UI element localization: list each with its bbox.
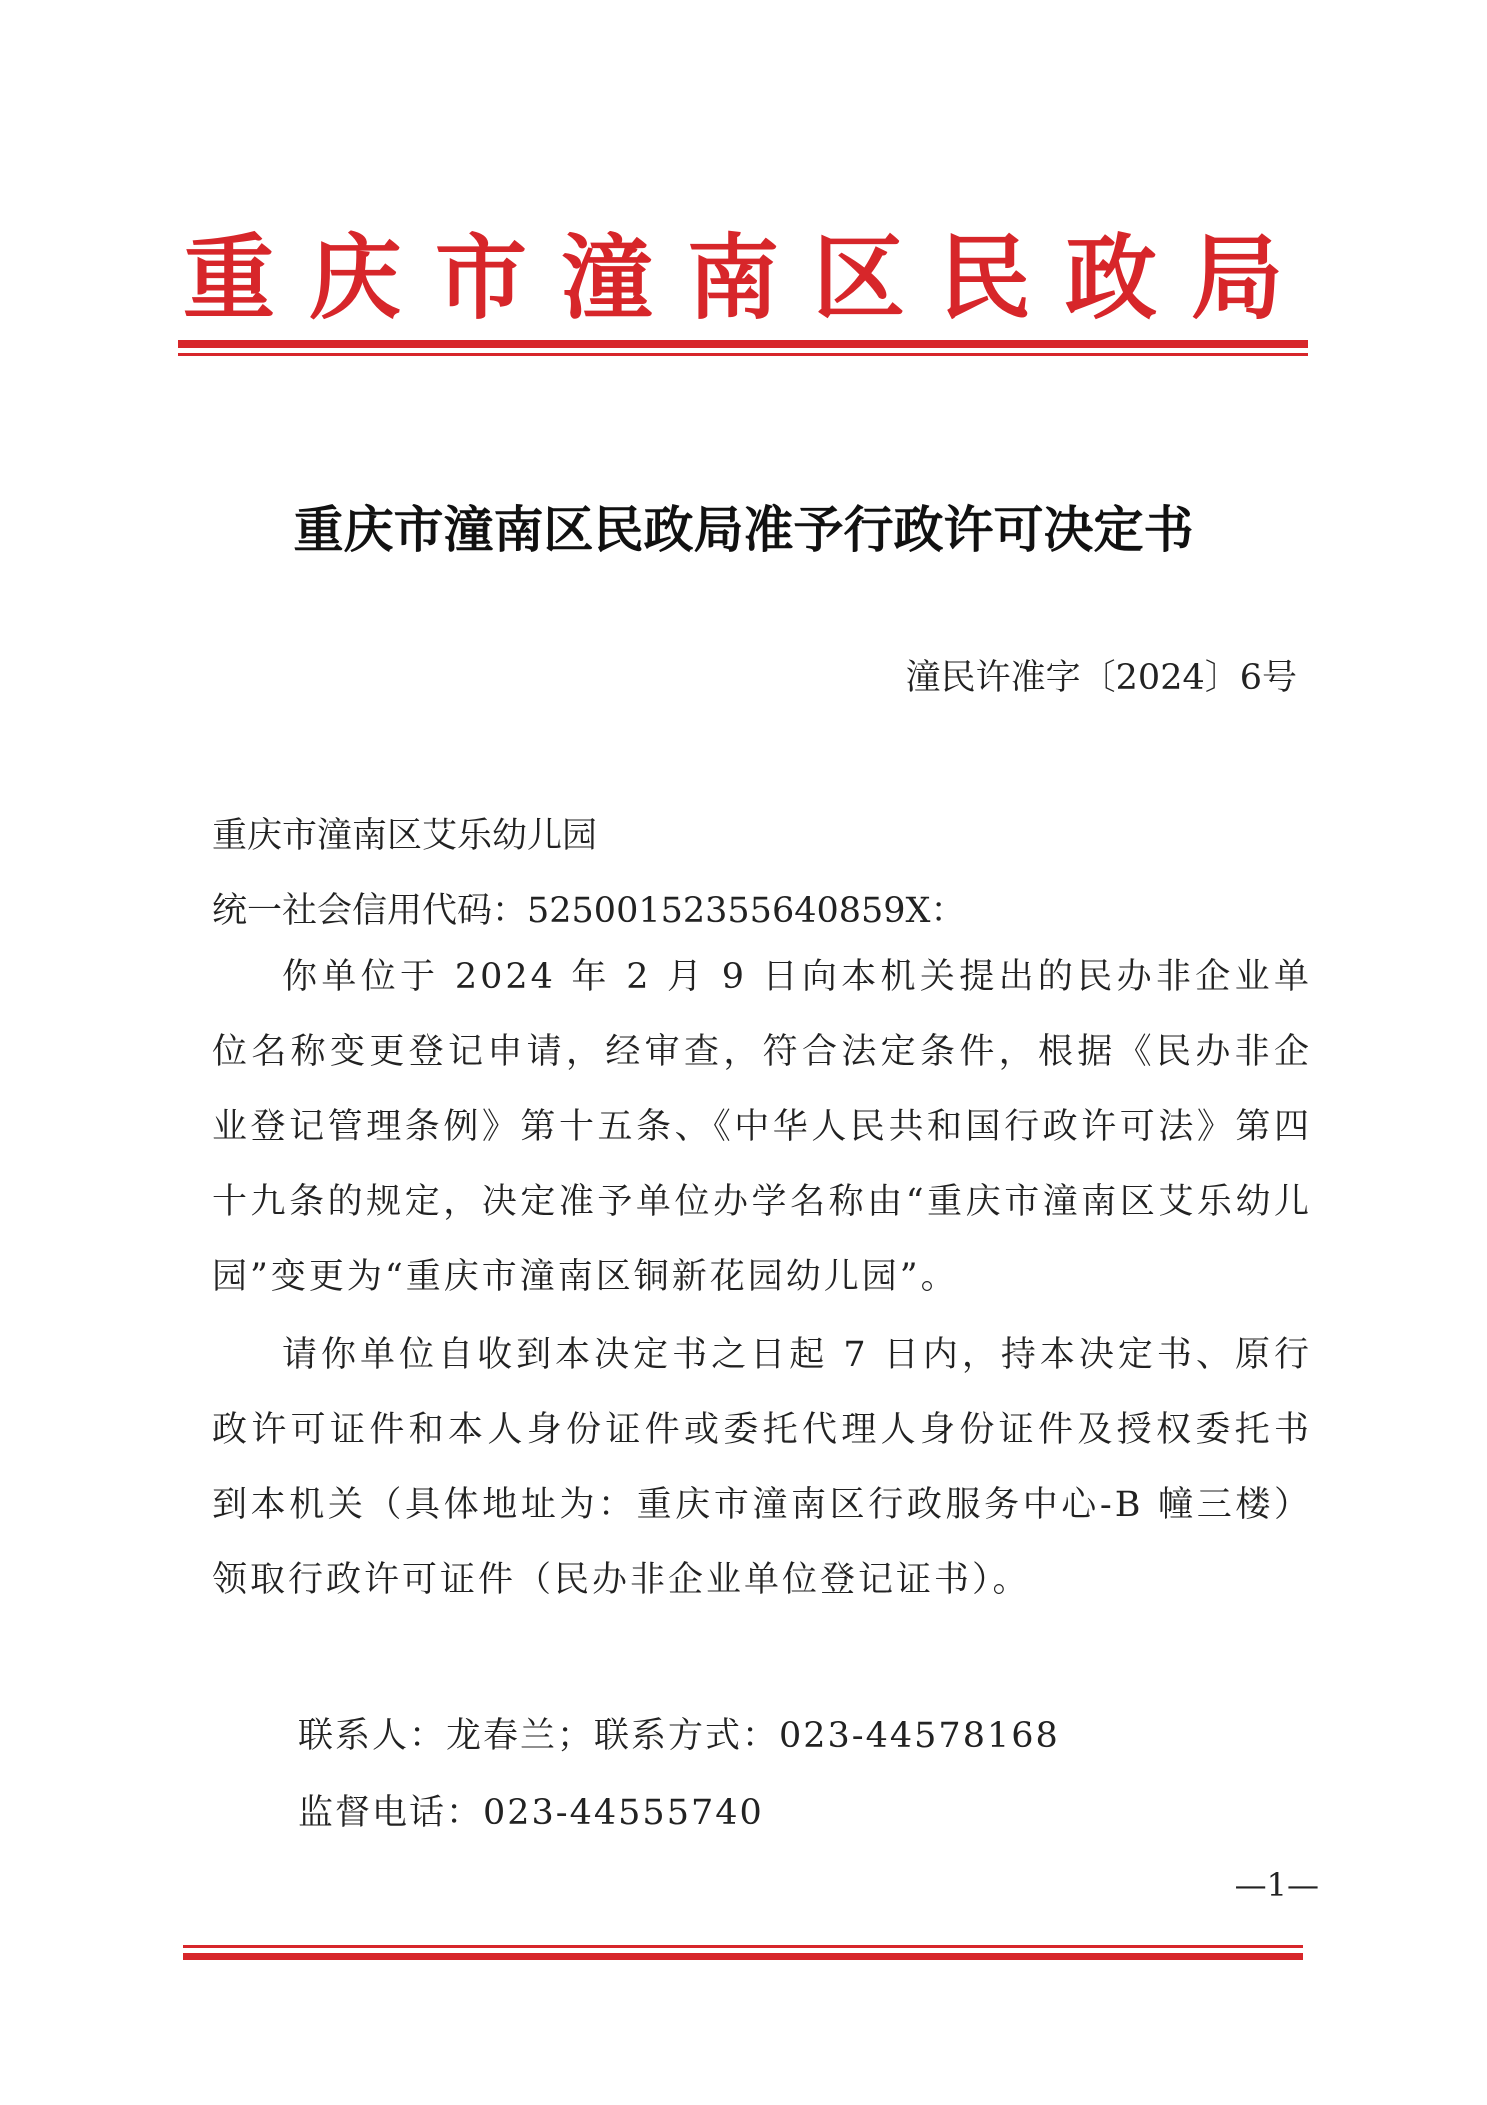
contact-person-line: 联系人：龙春兰；联系方式：023-44578168 — [298, 1716, 1060, 1756]
letterhead-agency-name: 重庆市潼南区民政局 — [182, 224, 1317, 332]
letterhead-red-rule-thick — [178, 340, 1308, 348]
footer-red-rule-thin — [183, 1945, 1303, 1948]
letterhead-red-rule-thin — [178, 353, 1308, 356]
footer-red-rule-thick — [183, 1953, 1303, 1960]
document-number: 潼民许准字〔2024〕6号 — [905, 658, 1297, 698]
document-title: 重庆市潼南区民政局准予行政许可决定书 — [293, 500, 1194, 559]
body-paragraph-instructions: 请你单位自收到本决定书之日起 7 日内，持本决定书、原行政许可证件和本人身份证件或委托代理人身份证件及授权委托书到本机关（具体地址为：重庆市潼南区行政服务中心-B 幢三楼）领取行政许可证件（民办非企业单位登记证书）。 — [212, 1335, 1312, 1600]
body-paragraph-decision: 你单位于 2024 年 2 月 9 日向本机关提出的民办非企业单位名称变更登记申请，经审查，符合法定条件，根据《民办非企业登记管理条例》第十五条、《中华人民共和国行政许可法》第四十九条的规定，决定准予单位办学名称由“重庆市潼南区艾乐幼儿园”变更为“重庆市潼南区铜新花园幼儿园”。 — [212, 957, 1312, 1297]
page-number: —1— — [1234, 1866, 1319, 1904]
addressee-credit-code: 统一社会信用代码：52500152355640859X： — [212, 891, 966, 931]
supervision-phone-line: 监督电话：023-44555740 — [298, 1793, 764, 1833]
addressee-name: 重庆市潼南区艾乐幼儿园 — [212, 816, 598, 856]
